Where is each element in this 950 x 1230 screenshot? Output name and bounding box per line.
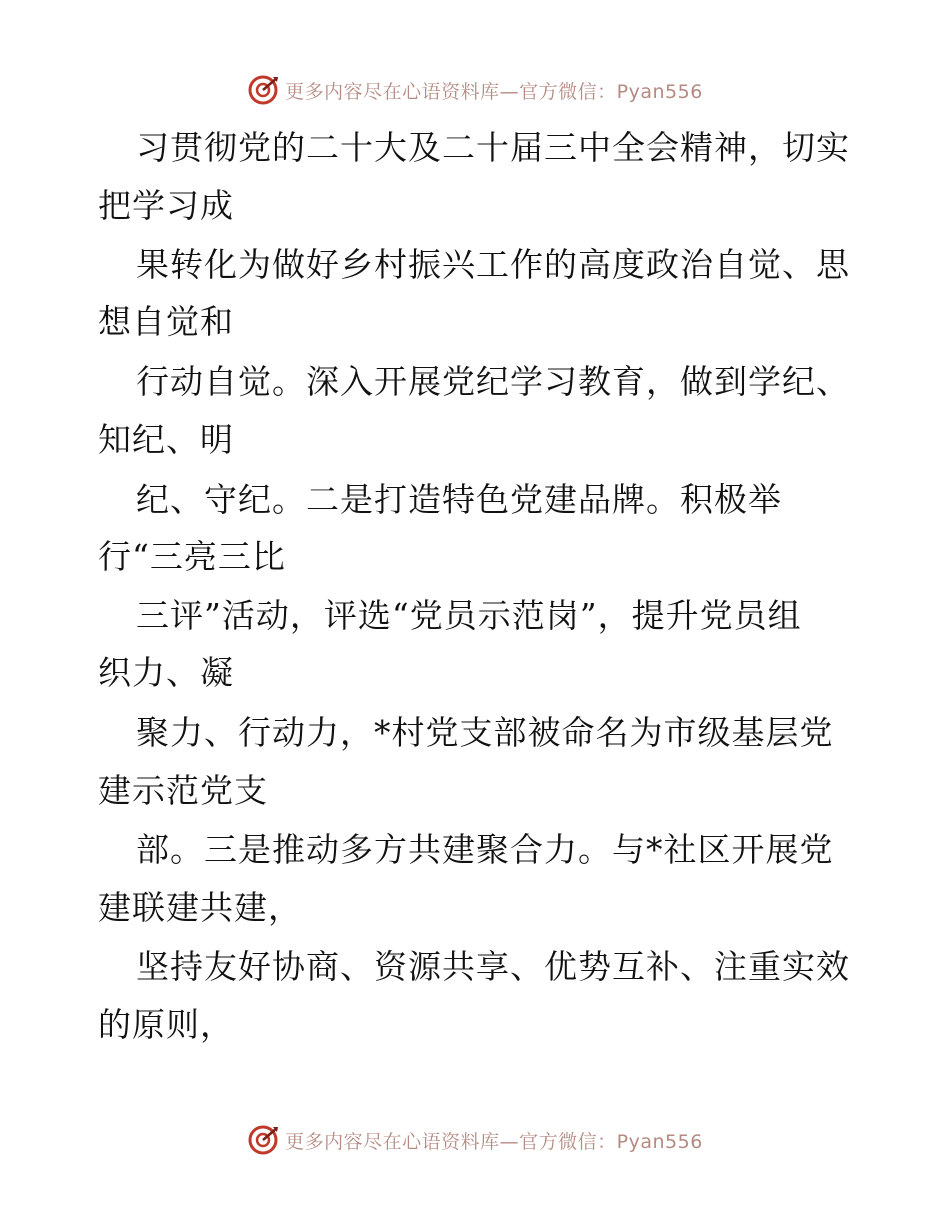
text-line: 坚持友好协商、资源共享、优势互补、注重实效 (136, 947, 850, 986)
text-line: 行“三亮三比 (98, 537, 286, 576)
text-line: 习贯彻党的二十大及二十届三中全会精神，切实 (136, 128, 850, 167)
logo-icon (247, 74, 279, 106)
text-line: 聚力、行动力，*村党支部被命名为市级基层党 (136, 713, 834, 752)
text-line: 的原则， (98, 1005, 234, 1044)
footer-watermark (0, 1120, 950, 1160)
watermark-text: 更多内容尽在心语资料库—官方微信：Pyan556 (285, 80, 703, 103)
watermark-text: 更多内容尽在心语资料库—官方微信：Pyan556 (285, 1130, 703, 1153)
text-line: 部。三是推动多方共建聚合力。与*社区开展党 (136, 830, 834, 869)
text-line: 行动自觉。深入开展党纪学习教育，做到学纪、 (136, 362, 850, 401)
text-line: 建联建共建， (98, 888, 302, 927)
header-watermark (0, 70, 950, 110)
text-line: 知纪、明 (98, 420, 234, 459)
text-line: 果转化为做好乡村振兴工作的高度政治自觉、思 (136, 245, 850, 284)
text-line: 纪、守纪。二是打造特色党建品牌。积极举 (136, 480, 782, 519)
text-line: 三评”活动，评选“党员示范岗”，提升党员组 (136, 596, 802, 635)
text-line: 想自觉和 (98, 302, 234, 341)
text-line: 建示范党支 (98, 771, 268, 810)
text-line: 把学习成 (98, 186, 234, 225)
text-line: 织力、凝 (98, 653, 234, 692)
logo-icon (247, 1124, 279, 1156)
